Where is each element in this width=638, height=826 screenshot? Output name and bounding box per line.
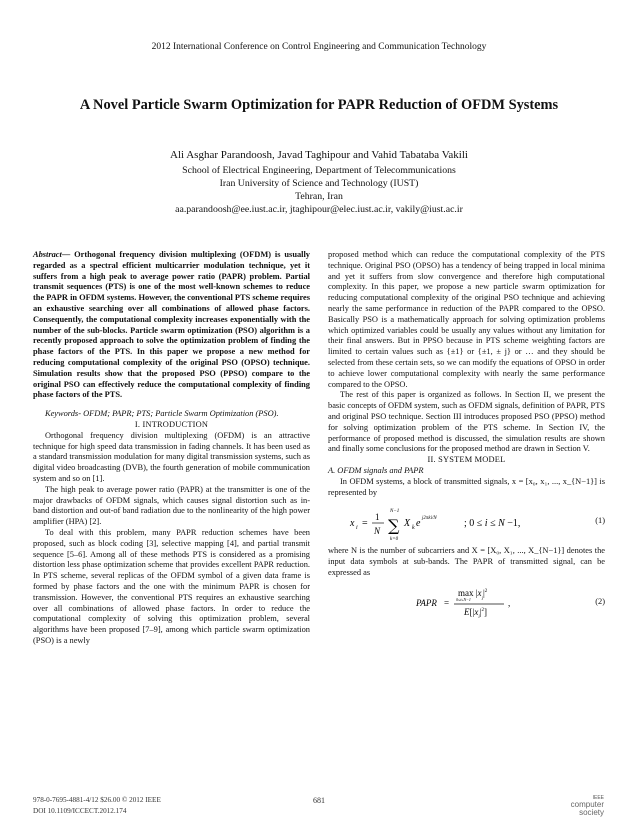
equation-1-formula [346, 502, 576, 542]
svg-text:x: x [350, 518, 355, 530]
svg-text:N−1: N−1 [390, 509, 400, 515]
svg-text:k=0: k=0 [390, 537, 399, 543]
intro-paragraph-1: Orthogonal frequency division multiplexing (OFDM) is an attractive technique for high speed data transmission in fading channels. It has been used as a standard transmission modulation for many digital transmission systems, such as digital video broadcasting (DVB), the fourth generation of mobile communication system and so on [1]. [33, 430, 310, 483]
equation-1 [328, 502, 605, 542]
svg-text:; 0 ≤ i ≤ N −1,: ; 0 ≤ i ≤ N −1, [464, 518, 521, 530]
system-model-paragraph: In OFDM systems, a block of transmitted signals, x = [x₀, x₁, ..., x_{N−1}] is represented by [328, 476, 605, 497]
footer-isbn: 978-0-7695-4881-4/12 $26.00 © 2012 IEEE [33, 796, 161, 804]
equation-2-number: (2) [595, 596, 605, 606]
equation-2 [328, 583, 605, 623]
intro-paragraph-2: The high peak to average power ratio (PAPR) at the transmitter is one of the major drawbacks of OFDM signals, which causes signal distortion such as in-band distortion and out-of band radiation due to the nonlinearity of the high power amplifier (HPA) [2]. [33, 484, 310, 527]
svg-text:X: X [404, 518, 411, 530]
affiliation-line-2: Iran University of Science and Technology (IUST) [219, 178, 419, 189]
page-number: 681 [313, 796, 325, 805]
svg-text:N: N [374, 526, 381, 537]
abstract-text: Orthogonal frequency division multiplexing (OFDM) is usually regarded as a spectral efficient multicarrier modulation technique, yet it suffers from a high peak to average power ratio (PAPR) problem. Partial transmit sequences (PTS) is one of the most well-known schemes to reduce the PAPR in OFDM systems. However, the conventional PTS scheme requires an exhaustive searching over all combinations of allowed phase factors. Consequently, the computational complexity increases exponentially with the number of the sub-blocks. Particle swarm optimization (PSO) algorithm is a recently proposed approach to solve the optimization problem of finding the phase factors of the PTS. In this paper we propose a new method for reducing computational complexity of the original PSO (OPSO) technique. Simulation results show that the proposed PSO (PPSO) compare to the original PSO can effectively reduce the computational complexity of finding phase factors of the PTS. [33, 250, 310, 400]
svg-text:1: 1 [375, 512, 380, 523]
svg-text:0≤i≤N−1: 0≤i≤N−1 [456, 596, 471, 602]
equation-1-number: (1) [595, 516, 605, 526]
abstract [33, 250, 310, 401]
affiliation-line-1: School of Electrical Engineering, Department of Telecommunications [182, 165, 456, 176]
logo-ieee-text: IEEE [592, 795, 604, 801]
svg-text:i: i [356, 525, 358, 532]
affiliation-line-3: Tehran, Iran [295, 191, 343, 202]
right-paragraph-1: proposed method which can reduce the computational complexity of the PTS technique. Original PSO (OPSO) has a tendency of being trapped in local minima and yet it suffers from slow convergence and therefore high computational complexity. In this paper, we propose a new particle swarm optimization for reducing computational complexity of the original PSO technique and achieving nearly the same performance in reduction of the PAPR compared to the OPSO. Basically PSO is a mathematically approach for solving optimization problems which optimized variables could be usually any values without any limitation for their final answers. But in PPSO because in PTS scheme weighting factors are limited to certain values such as {±1} or {±1, ± j} or … and they should be selected from these certain sets, so we can modify the equations of OPSO in order to achieve lower computational complexity with nearly the same performance compared to the OPSO. [328, 250, 605, 389]
svg-text:max |xi|2: $\max |x_i|^2$ [458, 587, 488, 602]
svg-text:PAPR: PAPR [416, 597, 437, 608]
keywords: Keywords- OFDM; PAPR; PTS; Particle Swarm Optimization (PSO). [45, 409, 279, 419]
paper-title: A Novel Particle Swarm Optimization for PAPR Reduction of OFDM Systems [79, 97, 559, 113]
affiliation-emails: aa.parandoosh@ee.iust.ac.ir, jtaghipour@elec.iust.ac.ir, vakily@iust.ac.ir [175, 204, 463, 215]
subsection-a-heading: A. OFDM signals and PAPR [328, 465, 424, 475]
equation-2-formula [412, 583, 562, 623]
svg-text:,: , [508, 597, 511, 608]
section-1-heading: I. INTRODUCTION [134, 419, 209, 429]
svg-text:j2πki/N: j2πki/N [422, 516, 437, 522]
svg-text:∑: ∑ [388, 516, 400, 536]
right-paragraph-2: The rest of this paper is organized as follows. In Section II, we present the basic concepts of OFDM system, such as OFDM signals, definition of PAPR, PTS and original PSO technique. Section III introduces proposed PSO (PPSO) method for solving optimization problem of the PTS scheme. In Section IV, the performance of proposed method is discussed, the simulation results are shown and finally some conclusions for the proposed method are drawn in Section V. [328, 390, 605, 454]
svg-text:e: e [416, 518, 421, 530]
svg-text:=: = [362, 518, 368, 530]
svg-text:E[|xi|2]: $E[|x_i|^2]$ [464, 606, 488, 620]
conference-header: 2012 International Conference on Control Engineering and Communication Technology [151, 42, 487, 52]
system-model-paragraph-2: where N is the number of subcarriers and X = [X₀, X₁, ..., X_{N−1}] denotes the input data symbols at sub-bands. The PAPR of transmitted signal, can be expressed as [328, 546, 605, 577]
logo-society-text: society [579, 808, 604, 817]
svg-text:=: = [444, 597, 450, 608]
paper-authors: Ali Asghar Parandoosh, Javad Taghipour and Vahid Tabataba Vakili [170, 149, 468, 161]
right-column [328, 250, 605, 627]
footer-doi: DOI 10.1109/ICCECT.2012.174 [33, 807, 127, 815]
ieee-computer-society-logo [564, 795, 604, 819]
left-column [33, 250, 310, 647]
logo-computer-text: computer [570, 800, 604, 809]
abstract-label: Abstract— [33, 250, 71, 259]
svg-text:k: k [412, 525, 415, 532]
section-2-heading: II. SYSTEM MODEL [427, 455, 506, 465]
intro-paragraph-3: To deal with this problem, many PAPR reduction schemes have been proposed, such as block coding [3], selective mapping [4], and partial transmit sequence [5–6]. Among all of these methods PTS is considered as a promising distortion less phase optimization scheme that provides excellent PAPR reduction. In PTS scheme, several replicas of the OFDM symbol of a given data frame is formed by phase factors and the one with the minimum PAPR is chosen for transmission. However, the conventional PTS requires an exhaustive searching over all combinations of allowed phase factors. In order to reduce the computational complexity of solving this optimization problem, several algorithms have been proposed [7–9], among which particle swarm optimization (PSO) is a newly [33, 527, 310, 645]
